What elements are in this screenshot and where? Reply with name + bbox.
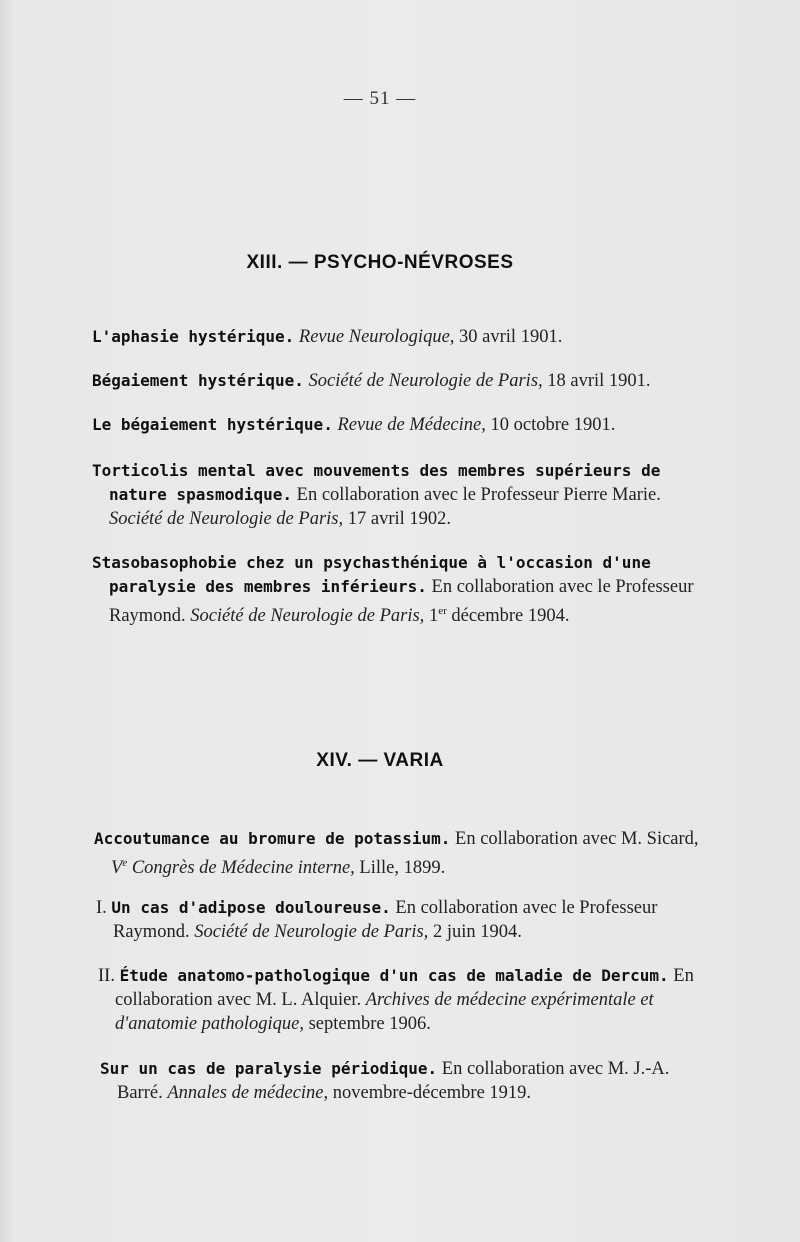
entry-source: Société de Neurologie de Paris,	[194, 922, 429, 942]
bibliography-entry	[94, 827, 701, 880]
entry-title: Le bégaiement hystérique.	[92, 415, 333, 434]
bibliography-entry	[92, 551, 703, 628]
bibliography-entry	[100, 1057, 707, 1105]
bibliography-entry	[92, 413, 682, 437]
bibliography-entry	[98, 964, 705, 1036]
entry-date-day: 1	[424, 606, 439, 627]
bibliography-entry	[92, 369, 682, 393]
entry-source: Congrès de Médecine interne,	[127, 858, 355, 879]
entry-title: Accoutumance au bromure de potassium.	[94, 829, 451, 848]
entry-source: Société de Neurologie de Paris,	[190, 606, 425, 627]
bibliography-entry	[92, 325, 682, 349]
entry-title: L'aphasie hystérique.	[92, 327, 295, 346]
entry-source: Société de Neurologie de Paris,	[308, 371, 543, 391]
entry-source-sup: e	[122, 857, 128, 869]
entry-text: En collaboration avec M. J.-A. Barré.	[117, 1059, 670, 1103]
bibliography-entry	[92, 459, 701, 531]
entry-date: 17 avril 1902.	[343, 509, 452, 529]
entry-date: décembre 1904.	[446, 606, 570, 627]
entry-source-ordinal: V	[111, 858, 123, 879]
entry-source: Annales de médecine,	[167, 1083, 329, 1103]
page-number: — 51 —	[343, 88, 417, 109]
entry-date: 30 avril 1901.	[454, 327, 563, 347]
entry-title: Un cas d'adipose douloureuse.	[111, 898, 391, 917]
section-heading-varia: XIV. — VARIA	[316, 750, 444, 771]
entry-date: 2 juin 1904.	[428, 922, 522, 942]
entry-text: En collaboration avec le Professeur Pierre Marie.	[292, 485, 661, 505]
entry-date-sup: er	[438, 605, 447, 617]
entry-date: septembre 1906.	[303, 1014, 431, 1034]
entry-title: Bégaiement hystérique.	[92, 371, 304, 390]
entry-date: novembre-décembre 1919.	[328, 1083, 532, 1103]
entry-title: Torticolis mental avec mouvements des membres supérieurs de nature spasmodique.	[92, 461, 661, 504]
entry-text: En collaboration avec le Professeur Raymond.	[109, 577, 694, 627]
entry-source: Revue Neurologique,	[298, 327, 455, 347]
entry-date: 18 avril 1901.	[542, 371, 651, 391]
entry-number: II.	[98, 966, 120, 986]
entry-date: Lille, 1899.	[354, 858, 446, 879]
entry-title: Sur un cas de paralysie périodique.	[100, 1059, 438, 1078]
entry-source: Revue de Médecine,	[337, 415, 486, 435]
entry-title: Stasobasophobie chez un psychasthénique à l'occasion d'une paralysie des membres inférieurs.	[92, 553, 651, 596]
entry-number: I.	[96, 898, 112, 918]
entry-title: Étude anatomo-pathologique d'un cas de maladie de Dercum.	[119, 966, 669, 985]
entry-text: En collaboration avec M. L. Alquier.	[115, 966, 694, 1010]
entry-date: 10 octobre 1901.	[485, 415, 616, 435]
entry-source: Archives de médecine expérimentale et d'anatomie pathologique,	[115, 990, 654, 1034]
bibliography-entry	[96, 896, 703, 944]
entry-source: Société de Neurologie de Paris,	[109, 509, 344, 529]
entry-text: En collaboration avec le Professeur Raymond.	[113, 898, 658, 942]
entry-text: En collaboration avec M. Sicard,	[450, 829, 699, 849]
section-heading-psycho-nevroses: XIII. — PSYCHO-NÉVROSES	[246, 252, 514, 273]
